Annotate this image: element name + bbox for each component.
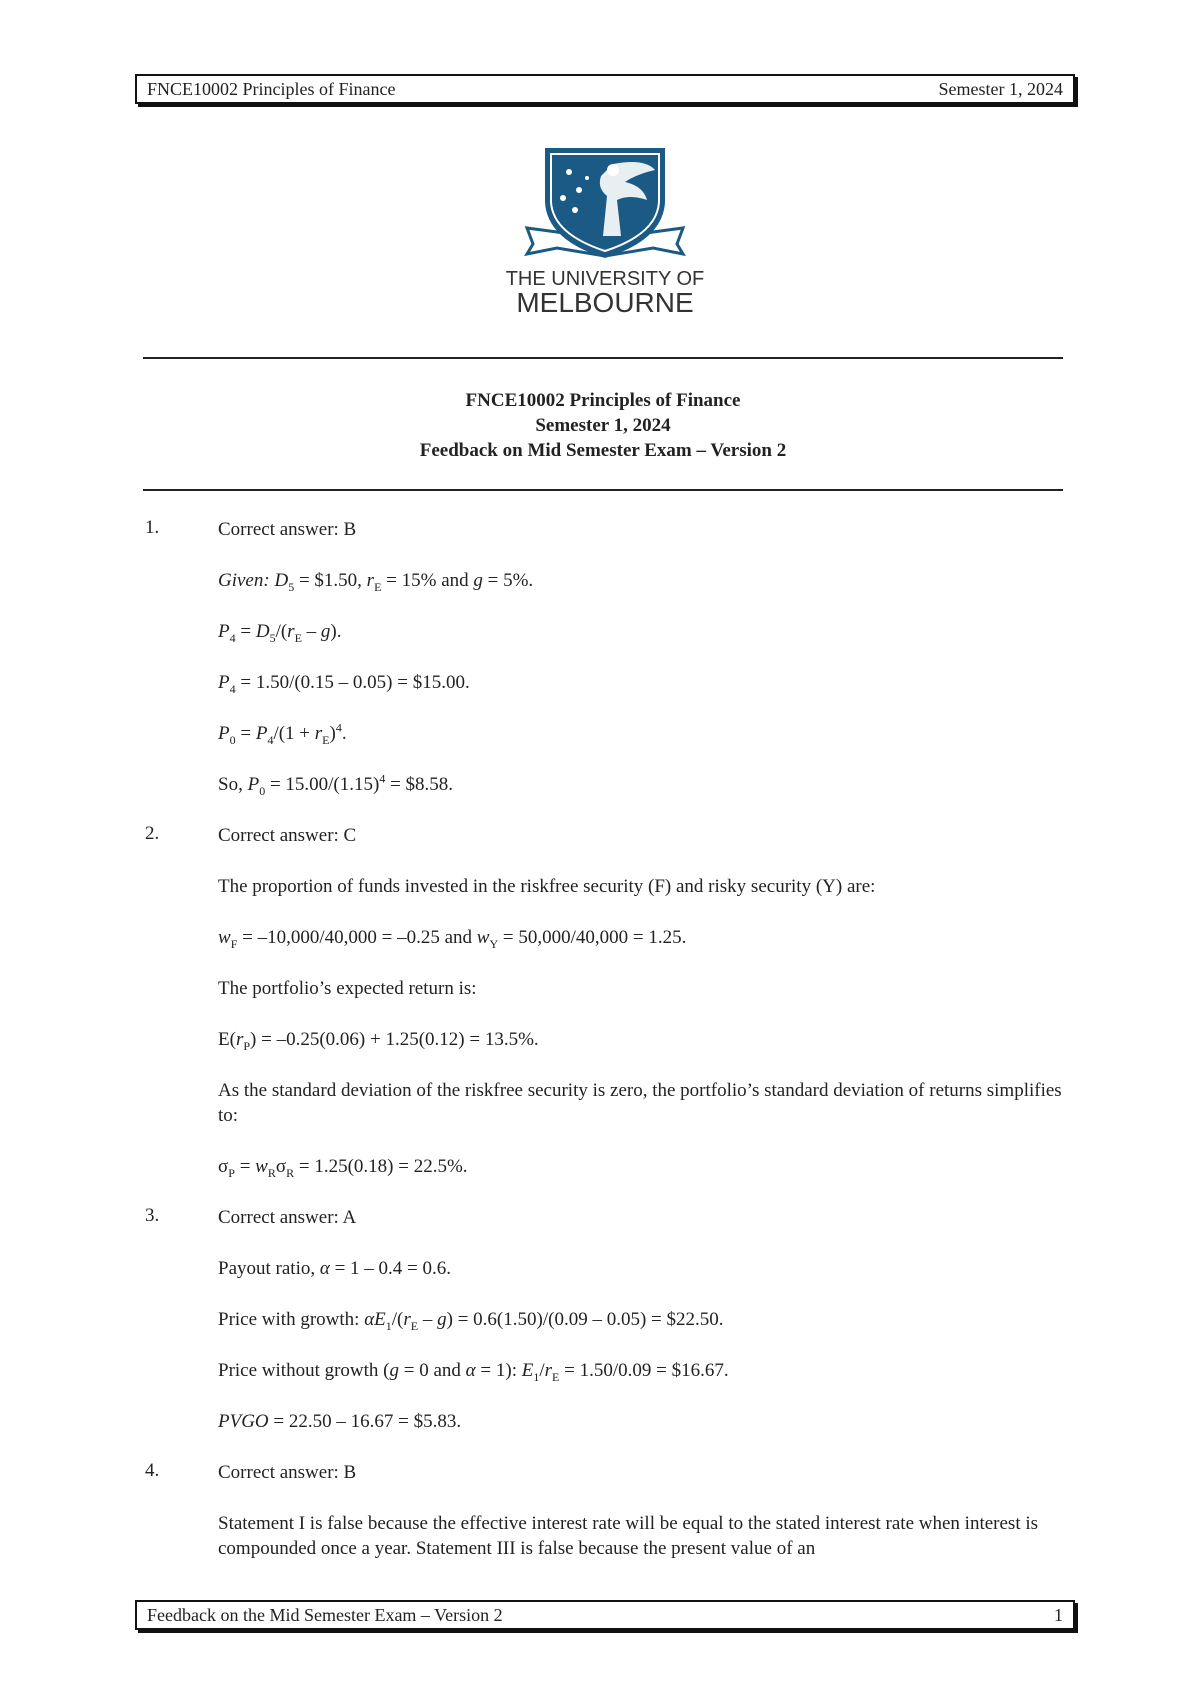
solution-line: $P_4 = D_5/(r_E - g)$. [218,621,342,645]
university-crest-icon [505,140,705,340]
solution-line: Price without growth (g = 0 and α = 1): $E_1/r_E = 1.50/0.09$ = $16.67. [218,1360,729,1384]
question-body [218,1205,1065,1434]
university-logo [505,140,705,340]
solution-line: The proportion of funds invested in the riskfree security (F) and risky security (Y) are: [218,876,876,897]
question-body [218,823,1065,1179]
solution-line: The portfolio’s expected return is: [218,978,477,999]
solution-line: Price with growth: $\alpha E_1/(r_E - g) = 0.6(1.50)/(0.09 - 0.05)$ = $22.50. [218,1309,724,1333]
solution-line: $\sigma_P = w_R\sigma_R = 1.25(0.18) = 22.5\%$. [218,1156,468,1180]
question-body [218,1460,1065,1561]
title-course: FNCE10002 Principles of Finance [465,390,741,411]
logo-line2: MELBOURNE [516,287,694,318]
question-3 [145,1205,1065,1434]
solution-line: Given: $D_5$ = $1.50, $r_E = 15\%$ and g = 5%. [218,570,534,594]
solution-line: $P_0 = P_4/(1 + r_E)^4$. [218,720,347,747]
page-number: 1 [1054,1604,1063,1625]
question-number: 1. [145,517,160,538]
top-divider [143,357,1063,359]
correct-answer: Correct answer: A [218,1207,357,1228]
solution-line: $E(r_P) = -0.25(0.06) + 1.25(0.12) = 13.5\%$. [218,1029,539,1053]
page-footer [135,1600,1075,1630]
header-course: FNCE10002 Principles of Finance [147,78,396,99]
footer-title: Feedback on the Mid Semester Exam – Version 2 [147,1604,503,1625]
solution-line: PVGO = 22.50 – 16.67 = $5.83. [218,1411,462,1432]
correct-answer: Correct answer: B [218,519,357,540]
page-header [135,74,1075,104]
title-semester: Semester 1, 2024 [535,415,671,436]
solution-line: $w_F = -10,000/40,000 = -0.25$ and $w_Y = 50,000/40,000 = 1.25$. [218,927,687,951]
title-feedback: Feedback on Mid Semester Exam – Version 2 [419,440,787,461]
question-1 [145,517,1065,797]
solution-line: Payout ratio, α = 1 – 0.4 = 0.6. [218,1258,452,1279]
solution-line: $P_4 = 1.50/(0.15 - 0.05)$ = $15.00. [218,672,470,696]
correct-answer: Correct answer: C [218,825,357,846]
question-2 [145,823,1065,1179]
question-body [218,517,1065,797]
question-4 [145,1460,1065,1561]
solution-line: Statement I is false because the effective interest rate will be equal to the stated interest rate when interest is compounded once a year. Statement III is false because the present value of an [218,1513,1039,1559]
question-number: 2. [145,823,160,844]
document-title [143,388,1063,463]
solution-line: So, $P_0 = 15.00/(1.15)^4$ = $8.58. [218,771,454,798]
solution-line: As the standard deviation of the riskfree security is zero, the portfolio’s standard deviation of returns simplifies to: [218,1080,1062,1126]
header-semester: Semester 1, 2024 [938,78,1063,99]
logo-line1: THE UNIVERSITY OF [505,268,705,290]
question-number: 3. [145,1205,160,1226]
question-number: 4. [145,1460,160,1481]
bottom-divider [143,489,1063,491]
feedback-content [145,517,1065,1561]
correct-answer: Correct answer: B [218,1462,357,1483]
